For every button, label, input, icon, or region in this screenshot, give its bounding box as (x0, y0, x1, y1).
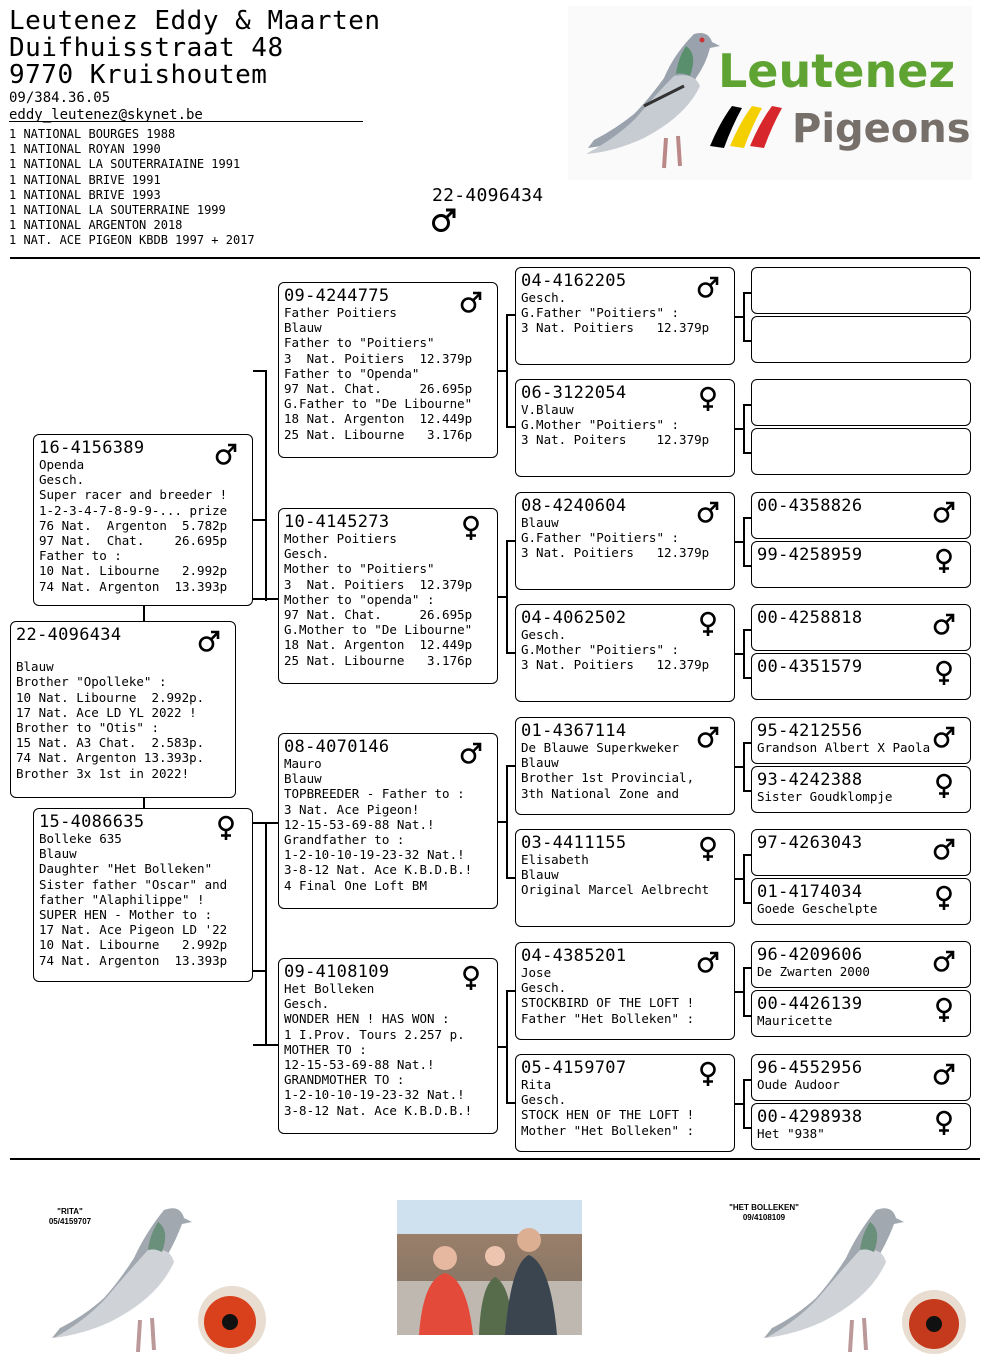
connector-line (743, 629, 751, 631)
male-symbol-icon (932, 724, 956, 750)
connector-line (743, 967, 745, 1017)
connector-line (743, 742, 745, 792)
achievement-item: 1 NATIONAL ROYAN 1990 (9, 142, 161, 157)
pigeon-details: V.Blauw G.Mother "Poitiers" : 3 Nat. Poiters 12.379p (521, 402, 710, 448)
pigeon-card-g4-9 (751, 766, 971, 813)
connector-line (735, 428, 743, 430)
connector-line (735, 991, 743, 993)
ring-number: 00-4358826 (757, 496, 863, 516)
ring-number: 15-4086635 (39, 812, 145, 832)
ring-number: 06-3122054 (521, 383, 627, 403)
connector-line (253, 1044, 278, 1046)
pigeon-card-sds (515, 492, 735, 590)
pigeon-card-ss (278, 282, 498, 458)
pigeon-card-g4-1 (751, 316, 971, 363)
ring-number: 04-4385201 (521, 946, 627, 966)
pigeon-details: Mauricette (757, 1013, 833, 1028)
male-symbol-icon (459, 289, 483, 315)
connector-line (498, 370, 506, 372)
ring-number: 09-4108109 (284, 962, 390, 982)
ring-number: 16-4156389 (39, 438, 145, 458)
connector-line (506, 314, 508, 428)
connector-line (735, 1103, 743, 1105)
male-symbol-icon (430, 206, 458, 234)
pigeon-card-g4-3 (751, 428, 971, 475)
pigeon-details: Het Bolleken Gesch. WONDER HEN ! HAS WON : 1 I.Prov. Tours 2.257 p. MOTHER TO : 12-15-53-69-88 Nat.! GRANDMOTHER TO : 1-2-10-10-19-23-32 Nat.! 3-8-12 Nat. Ace K.B.D.B.! (284, 981, 473, 1118)
connector-line (253, 598, 278, 600)
connector-line (743, 452, 751, 454)
ring-number: 95-4212556 (757, 721, 863, 741)
ring-number: 96-4209606 (757, 945, 863, 965)
pigeon-card-sdd (515, 604, 735, 702)
male-symbol-icon (696, 274, 720, 300)
connector-line (506, 314, 515, 316)
breeder-phone: 09/384.36.05 (9, 90, 111, 106)
pigeon-details: Mother Poitiers Gesch. Mother to "Poitiers" 3 Nat. Poitiers 12.379p Mother to "openda" : 97 Nat. Chat. 26.695p G.Mother to "De Libourne" 18 Nat. Argenton 12.449p 25 Nat. Libourne 3.176p (284, 531, 473, 668)
pigeon-details: Blauw Brother "Opolleke" : 10 Nat. Libourne 2.992p. 17 Nat. Ace LD YL 2022 ! Brother to "Otis" : 15 Nat. A3 Chat. 2.583p. 74 Nat. Argenton 13.393p. Brother 3x 1st in 2022! (16, 659, 205, 781)
connector-line (735, 878, 743, 880)
connector-line (743, 404, 751, 406)
right-photo-caption: "HET BOLLEKEN" 09/4108109 (729, 1203, 799, 1222)
pigeon-details: Gesch. G.Father "Poitiers" : 3 Nat. Poitiers 12.379p (521, 290, 710, 336)
logo-title: Leutenez (718, 44, 956, 98)
family-photo (397, 1200, 582, 1335)
male-symbol-icon (459, 740, 483, 766)
ring-number: 96-4552956 (757, 1058, 863, 1078)
pigeon-details: Jose Gesch. STOCKBIRD OF THE LOFT ! Father "Het Bolleken" : (521, 965, 695, 1026)
connector-line (743, 854, 745, 904)
ring-number: 05-4159707 (521, 1058, 627, 1078)
connector-line (506, 765, 508, 879)
logo (568, 6, 972, 180)
connector-line (743, 292, 745, 342)
ring-number: 93-4242388 (757, 770, 863, 790)
connector-line (743, 742, 751, 744)
bottom-divider (10, 1158, 980, 1160)
logo-subtitle: Pigeons (792, 106, 971, 152)
ring-number: 04-4162205 (521, 271, 627, 291)
pigeon-card-dsd (515, 829, 735, 927)
subject-ring-header: 22-4096434 (432, 185, 544, 206)
female-symbol-icon (696, 1061, 720, 1087)
pigeon-details: Blauw G.Father "Poitiers" : 3 Nat. Poitiers 12.379p (521, 515, 710, 561)
pigeon-card-ddd (515, 1054, 735, 1152)
left-photo-caption: "RITA" 05/4159707 (48, 1207, 92, 1226)
connector-line (743, 854, 751, 856)
male-symbol-icon (696, 724, 720, 750)
ring-number: 04-4062502 (521, 608, 627, 628)
pigeon-card-g4-4 (751, 492, 971, 539)
connector-line (735, 766, 743, 768)
breeder-info (9, 8, 381, 124)
pigeon-details: Goede Geschelpte (757, 901, 878, 916)
male-symbol-icon (696, 949, 720, 975)
achievement-item: 1 NATIONAL LA SOUTERRAINE 1999 (9, 203, 226, 218)
connector-line (143, 606, 145, 621)
pigeon-card-ds (278, 733, 498, 909)
female-symbol-icon (459, 965, 483, 991)
female-symbol-icon (932, 548, 956, 574)
connector-line (253, 970, 265, 972)
pigeon-details: Sister Goudklompje (757, 789, 893, 804)
pigeon-card-g4-13 (751, 990, 971, 1037)
connector-line (506, 765, 515, 767)
pigeon-card-g4-7 (751, 653, 971, 700)
ring-number: 00-4426139 (757, 994, 863, 1014)
pigeon-details: Elisabeth Blauw Original Marcel Aelbrecht (521, 852, 710, 898)
male-symbol-icon (932, 611, 956, 637)
pigeon-card-g4-6 (751, 604, 971, 651)
connector-line (506, 990, 515, 992)
connector-line (498, 1046, 506, 1048)
pigeon-details: Bolleke 635 Blauw Daughter "Het Bolleken" Sister father "Oscar" and father "Alaphilippe" ! SUPER HEN - Mother to : 17 Nat. Ace Pigeon LD '22 10 Nat. Libourne 2.992p 74 Nat. Argenton 13.393p (39, 831, 228, 968)
pigeon-details: De Zwarten 2000 (757, 964, 870, 979)
connector-line (506, 540, 515, 542)
connector-line (743, 292, 751, 294)
achievement-item: 1 NATIONAL ARGENTON 2018 (9, 218, 183, 233)
achievement-item: 1 NATIONAL BRIVE 1991 (9, 172, 161, 187)
connector-line (743, 967, 751, 969)
pigeon-logo-icon (574, 16, 724, 176)
connector-line (265, 519, 267, 521)
connector-line (743, 1127, 751, 1129)
female-symbol-icon (932, 885, 956, 911)
pigeon-card-sire (33, 434, 253, 606)
pigeon-details: Rita Gesch. STOCK HEN OF THE LOFT ! Mother "Het Bolleken" : (521, 1077, 695, 1138)
ring-number: 01-4367114 (521, 721, 627, 741)
male-symbol-icon (932, 1061, 956, 1087)
female-symbol-icon (932, 997, 956, 1023)
ring-number: 01-4174034 (757, 882, 863, 902)
connector-line (735, 541, 743, 543)
pigeon-card-g4-14 (751, 1054, 971, 1101)
ring-number: 22-4096434 (16, 625, 122, 645)
female-symbol-icon (696, 611, 720, 637)
pigeon-card-g4-10 (751, 829, 971, 876)
male-symbol-icon (932, 948, 956, 974)
connector-line (498, 596, 506, 598)
pigeon-card-g4-15 (751, 1103, 971, 1150)
connector-line (735, 316, 743, 318)
pigeon-card-dss (515, 717, 735, 815)
connector-line (498, 821, 506, 823)
ring-number: 08-4240604 (521, 496, 627, 516)
connector-line (506, 1102, 515, 1104)
achievements-list (9, 127, 255, 249)
pigeon-details: Openda Gesch. Super racer and breeder ! 1-2-3-4-7-8-9-9-... prize 76 Nat. Argenton 5.782p 97 Nat. Chat. 26.695p Father to : 10 Nat. Libourne 2.992p 74 Nat. Argenton 13.393p (39, 457, 228, 594)
female-symbol-icon (696, 836, 720, 862)
pigeon-card-g4-12 (751, 941, 971, 988)
breeder-city: 9770 Kruishoutem (9, 60, 268, 90)
male-symbol-icon (932, 836, 956, 862)
ring-number: 08-4070146 (284, 737, 390, 757)
pigeon-card-g4-0 (751, 267, 971, 314)
breeder-email[interactable]: eddy_leutenez@skynet.be (9, 107, 203, 123)
connector-line (253, 370, 265, 372)
male-symbol-icon (214, 441, 238, 467)
pigeon-details: Mauro Blauw TOPBREEDER - Father to : 3 Nat. Ace Pigeon! 12-15-53-69-88 Nat.! Grandfather to : 1-2-10-10-19-23-32 Nat.! 3-8-12 Nat. Ace K.B.D.B.! 4 Final One Loft BM (284, 756, 473, 893)
breeder-name: Leutenez Eddy & Maarten (9, 6, 381, 36)
connector-line (506, 877, 515, 879)
male-symbol-icon (197, 628, 221, 654)
achievement-item: 1 NATIONAL LA SOUTERRAIAINE 1991 (9, 157, 241, 172)
pigeon-card-g4-11 (751, 878, 971, 925)
connector-line (743, 404, 745, 454)
connector-line (743, 629, 745, 679)
pigeon-details: Gesch. G.Mother "Poitiers" : 3 Nat. Poitiers 12.379p (521, 627, 710, 673)
pigeon-card-sd (278, 508, 498, 684)
connector-line (253, 519, 265, 521)
connector-line (265, 370, 267, 601)
female-symbol-icon (932, 773, 956, 799)
ring-number: 00-4258818 (757, 608, 863, 628)
ring-number: 03-4411155 (521, 833, 627, 853)
ring-number: 00-4351579 (757, 657, 863, 677)
ring-number: 97-4263043 (757, 833, 863, 853)
male-symbol-icon (932, 499, 956, 525)
flag-stripes-icon (706, 102, 786, 152)
connector-line (506, 990, 508, 1104)
pigeon-card-dd (278, 958, 498, 1134)
top-divider (10, 257, 980, 259)
achievement-item: 1 NATIONAL BRIVE 1993 (9, 187, 161, 202)
connector-line (743, 1015, 751, 1017)
pigeon-card-g4-2 (751, 379, 971, 426)
pigeon-rita-photo (44, 1198, 274, 1358)
ring-number: 10-4145273 (284, 512, 390, 532)
male-symbol-icon (696, 499, 720, 525)
connector-line (743, 565, 751, 567)
pigeon-card-sss (515, 267, 735, 365)
connector-line (743, 677, 751, 679)
ring-number: 00-4298938 (757, 1107, 863, 1127)
header-underline (9, 121, 363, 122)
achievement-item: 1 NATIONAL BOURGES 1988 (9, 127, 176, 141)
connector-line (743, 1079, 751, 1081)
pigeon-details: De Blauwe Superkweker Blauw Brother 1st Provincial, 3th National Zone and (521, 740, 695, 801)
female-symbol-icon (696, 386, 720, 412)
connector-line (735, 653, 743, 655)
pigeon-card-g4-8 (751, 717, 971, 764)
ring-number: 99-4258959 (757, 545, 863, 565)
female-symbol-icon (459, 515, 483, 541)
pigeon-details: Grandson Albert X Paola (757, 740, 931, 755)
connector-line (743, 902, 751, 904)
connector-line (143, 798, 145, 808)
connector-line (506, 426, 515, 428)
connector-line (743, 517, 745, 567)
connector-line (743, 517, 751, 519)
connector-line (506, 652, 515, 654)
achievement-item: 1 NAT. ACE PIGEON KBDB 1997 + 2017 (9, 233, 255, 248)
breeder-street: Duifhuisstraat 48 (9, 33, 284, 63)
connector-line (743, 1079, 745, 1129)
connector-line (743, 340, 751, 342)
female-symbol-icon (214, 815, 238, 841)
female-symbol-icon (932, 660, 956, 686)
pigeon-card-dam (33, 808, 253, 982)
pigeon-card-g4-5 (751, 541, 971, 588)
pigeon-card-dds (515, 942, 735, 1040)
connector-line (506, 540, 508, 654)
pigeon-het-bolleken-photo (756, 1198, 970, 1358)
pigeon-details: Oude Audoor (757, 1077, 840, 1092)
connector-line (743, 790, 751, 792)
connector-line (265, 822, 267, 1045)
pigeon-details: Het "938" (757, 1126, 825, 1141)
pigeon-details: Father Poitiers Blauw Father to "Poitiers" 3 Nat. Poitiers 12.379p Father to "Openda" 97 Nat. Chat. 26.695p G.Father to "De Libourne" 18 Nat. Argenton 12.449p 25 Nat. Libourne 3.176p (284, 305, 473, 442)
pigeon-card-subject (10, 621, 236, 798)
pigeon-card-ssd (515, 379, 735, 477)
female-symbol-icon (932, 1110, 956, 1136)
ring-number: 09-4244775 (284, 286, 390, 306)
